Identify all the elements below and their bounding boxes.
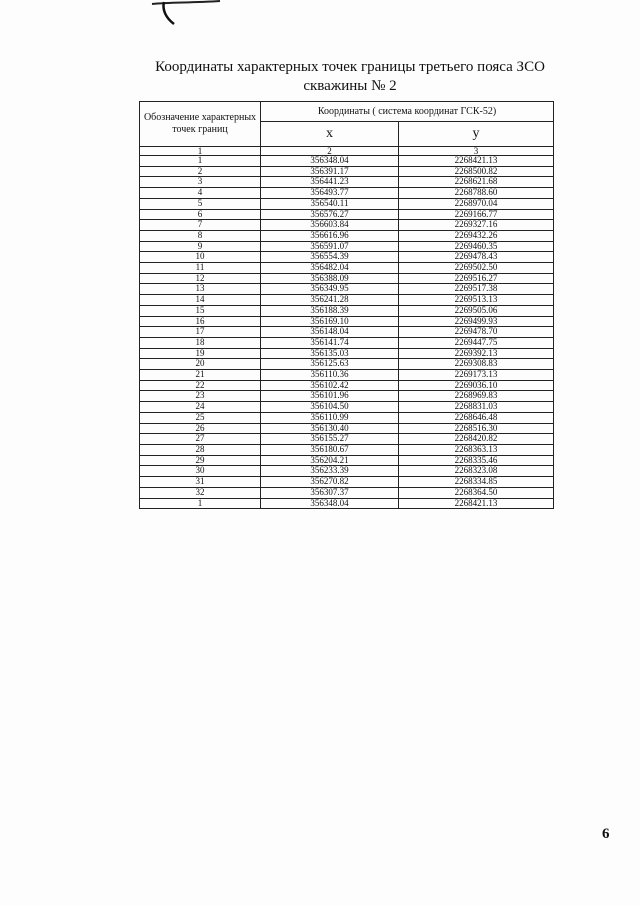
x-coordinate-cell: 356591.07 xyxy=(261,241,399,252)
table-row xyxy=(140,370,554,381)
y-coordinate-cell: 2269478.43 xyxy=(399,252,554,263)
x-coordinate-cell: 356204.21 xyxy=(261,455,399,466)
table-row xyxy=(140,220,554,231)
y-coordinate-cell: 2268788.60 xyxy=(399,188,554,199)
point-number-cell: 4 xyxy=(140,188,261,199)
point-number-cell: 30 xyxy=(140,466,261,477)
table-row xyxy=(140,380,554,391)
x-coordinate-cell: 356130.40 xyxy=(261,423,399,434)
y-coordinate-cell: 2269460.35 xyxy=(399,241,554,252)
x-coordinate-cell: 356270.82 xyxy=(261,477,399,488)
x-coordinate-cell: 356169.10 xyxy=(261,316,399,327)
table-row xyxy=(140,327,554,338)
x-coordinate-cell: 356135.03 xyxy=(261,348,399,359)
y-coordinate-cell: 2268646.48 xyxy=(399,412,554,423)
y-coordinate-cell: 2268335.46 xyxy=(399,455,554,466)
point-number-cell: 3 xyxy=(140,177,261,188)
point-number-cell: 27 xyxy=(140,434,261,445)
table-row xyxy=(140,252,554,263)
x-coordinate-cell: 356540.11 xyxy=(261,198,399,209)
point-number-cell: 14 xyxy=(140,295,261,306)
x-coordinate-cell: 356348.04 xyxy=(261,156,399,167)
x-coordinate-cell: 356391.17 xyxy=(261,166,399,177)
y-coordinate-cell: 2269516.27 xyxy=(399,273,554,284)
y-coordinate-cell: 2269173.13 xyxy=(399,370,554,381)
point-number-cell: 29 xyxy=(140,455,261,466)
y-coordinate-cell: 2269502.50 xyxy=(399,263,554,274)
coordinates-rows xyxy=(140,156,554,509)
y-coordinate-cell: 2269036.10 xyxy=(399,380,554,391)
table-row xyxy=(140,455,554,466)
header-designation: Обозначение характерных точек границ xyxy=(140,102,261,147)
y-coordinate-cell: 2269499.93 xyxy=(399,316,554,327)
table-row xyxy=(140,295,554,306)
table-row xyxy=(140,156,554,167)
point-number-cell: 12 xyxy=(140,273,261,284)
table-row xyxy=(140,241,554,252)
x-coordinate-cell: 356125.63 xyxy=(261,359,399,370)
y-coordinate-cell: 2268500.82 xyxy=(399,166,554,177)
table-row xyxy=(140,391,554,402)
point-number-cell: 25 xyxy=(140,412,261,423)
point-number-cell: 2 xyxy=(140,166,261,177)
table-row xyxy=(140,498,554,509)
table-row xyxy=(140,412,554,423)
x-coordinate-cell: 356141.74 xyxy=(261,337,399,348)
x-coordinate-cell: 356148.04 xyxy=(261,327,399,338)
x-coordinate-cell: 356155.27 xyxy=(261,434,399,445)
y-coordinate-cell: 2268969.83 xyxy=(399,391,554,402)
document-title xyxy=(100,58,600,96)
point-number-cell: 32 xyxy=(140,487,261,498)
table-row xyxy=(140,423,554,434)
point-number-cell: 20 xyxy=(140,359,261,370)
y-coordinate-cell: 2269308.83 xyxy=(399,359,554,370)
point-number-cell: 13 xyxy=(140,284,261,295)
y-coordinate-cell: 2268421.13 xyxy=(399,156,554,167)
y-coordinate-cell: 2269392.13 xyxy=(399,348,554,359)
y-coordinate-cell: 2269327.16 xyxy=(399,220,554,231)
x-coordinate-cell: 356493.77 xyxy=(261,188,399,199)
point-number-cell: 11 xyxy=(140,263,261,274)
x-coordinate-cell: 356441.23 xyxy=(261,177,399,188)
y-coordinate-cell: 2268363.13 xyxy=(399,444,554,455)
table-row xyxy=(140,402,554,413)
x-coordinate-cell: 356180.67 xyxy=(261,444,399,455)
x-coordinate-cell: 356241.28 xyxy=(261,295,399,306)
x-coordinate-cell: 356101.96 xyxy=(261,391,399,402)
scan-artifact xyxy=(150,0,230,30)
coordinates-table xyxy=(139,101,554,509)
y-coordinate-cell: 2268364.50 xyxy=(399,487,554,498)
point-number-cell: 1 xyxy=(140,498,261,509)
y-coordinate-cell: 2269517.38 xyxy=(399,284,554,295)
point-number-cell: 16 xyxy=(140,316,261,327)
table-row xyxy=(140,230,554,241)
table-row xyxy=(140,273,554,284)
x-coordinate-cell: 356603.84 xyxy=(261,220,399,231)
header-x: x xyxy=(261,122,399,147)
point-number-cell: 8 xyxy=(140,230,261,241)
y-coordinate-cell: 2268831.03 xyxy=(399,402,554,413)
table-row xyxy=(140,198,554,209)
table-row xyxy=(140,209,554,220)
column-number: 3 xyxy=(399,147,554,156)
x-coordinate-cell: 356110.99 xyxy=(261,412,399,423)
point-number-cell: 24 xyxy=(140,402,261,413)
y-coordinate-cell: 2269505.06 xyxy=(399,305,554,316)
x-coordinate-cell: 356348.04 xyxy=(261,498,399,509)
table-row xyxy=(140,337,554,348)
x-coordinate-cell: 356616.96 xyxy=(261,230,399,241)
page-number: 6 xyxy=(602,826,610,842)
table-row xyxy=(140,316,554,327)
column-number: 1 xyxy=(140,147,261,156)
x-coordinate-cell: 356576.27 xyxy=(261,209,399,220)
point-number-cell: 15 xyxy=(140,305,261,316)
point-number-cell: 1 xyxy=(140,156,261,167)
y-coordinate-cell: 2268334.85 xyxy=(399,477,554,488)
point-number-cell: 21 xyxy=(140,370,261,381)
table-row xyxy=(140,359,554,370)
table-row xyxy=(140,166,554,177)
table-row xyxy=(140,348,554,359)
point-number-cell: 6 xyxy=(140,209,261,220)
y-coordinate-cell: 2269478.70 xyxy=(399,327,554,338)
point-number-cell: 28 xyxy=(140,444,261,455)
point-number-cell: 10 xyxy=(140,252,261,263)
x-coordinate-cell: 356307.37 xyxy=(261,487,399,498)
table-row xyxy=(140,188,554,199)
table-row xyxy=(140,444,554,455)
table-row xyxy=(140,263,554,274)
point-number-cell: 26 xyxy=(140,423,261,434)
table-row xyxy=(140,434,554,445)
point-number-cell: 19 xyxy=(140,348,261,359)
x-coordinate-cell: 356554.39 xyxy=(261,252,399,263)
x-coordinate-cell: 356388.09 xyxy=(261,273,399,284)
x-coordinate-cell: 356104.50 xyxy=(261,402,399,413)
x-coordinate-cell: 356188.39 xyxy=(261,305,399,316)
point-number-cell: 17 xyxy=(140,327,261,338)
table-row xyxy=(140,284,554,295)
title-line-1: Координаты характерных точек границы третьего пояса ЗСО xyxy=(155,59,545,75)
y-coordinate-cell: 2268621.68 xyxy=(399,177,554,188)
table-row xyxy=(140,305,554,316)
x-coordinate-cell: 356233.39 xyxy=(261,466,399,477)
y-coordinate-cell: 2269166.77 xyxy=(399,209,554,220)
y-coordinate-cell: 2268323.08 xyxy=(399,466,554,477)
point-number-cell: 18 xyxy=(140,337,261,348)
table-row xyxy=(140,487,554,498)
point-number-cell: 31 xyxy=(140,477,261,488)
header-y: y xyxy=(399,122,554,147)
x-coordinate-cell: 356482.04 xyxy=(261,263,399,274)
point-number-cell: 22 xyxy=(140,380,261,391)
y-coordinate-cell: 2268420.82 xyxy=(399,434,554,445)
table-row xyxy=(140,477,554,488)
x-coordinate-cell: 356110.36 xyxy=(261,370,399,381)
x-coordinate-cell: 356102.42 xyxy=(261,380,399,391)
point-number-cell: 7 xyxy=(140,220,261,231)
column-number: 2 xyxy=(261,147,399,156)
table-row xyxy=(140,466,554,477)
y-coordinate-cell: 2269513.13 xyxy=(399,295,554,306)
y-coordinate-cell: 2268970.04 xyxy=(399,198,554,209)
x-coordinate-cell: 356349.95 xyxy=(261,284,399,295)
point-number-cell: 9 xyxy=(140,241,261,252)
table-row xyxy=(140,177,554,188)
point-number-cell: 5 xyxy=(140,198,261,209)
header-coordinates: Координаты ( система координат ГСК-52) xyxy=(261,102,554,122)
point-number-cell: 23 xyxy=(140,391,261,402)
y-coordinate-cell: 2268516.30 xyxy=(399,423,554,434)
y-coordinate-cell: 2268421.13 xyxy=(399,498,554,509)
y-coordinate-cell: 2269447.75 xyxy=(399,337,554,348)
y-coordinate-cell: 2269432.26 xyxy=(399,230,554,241)
title-line-2: скважины № 2 xyxy=(303,78,397,94)
